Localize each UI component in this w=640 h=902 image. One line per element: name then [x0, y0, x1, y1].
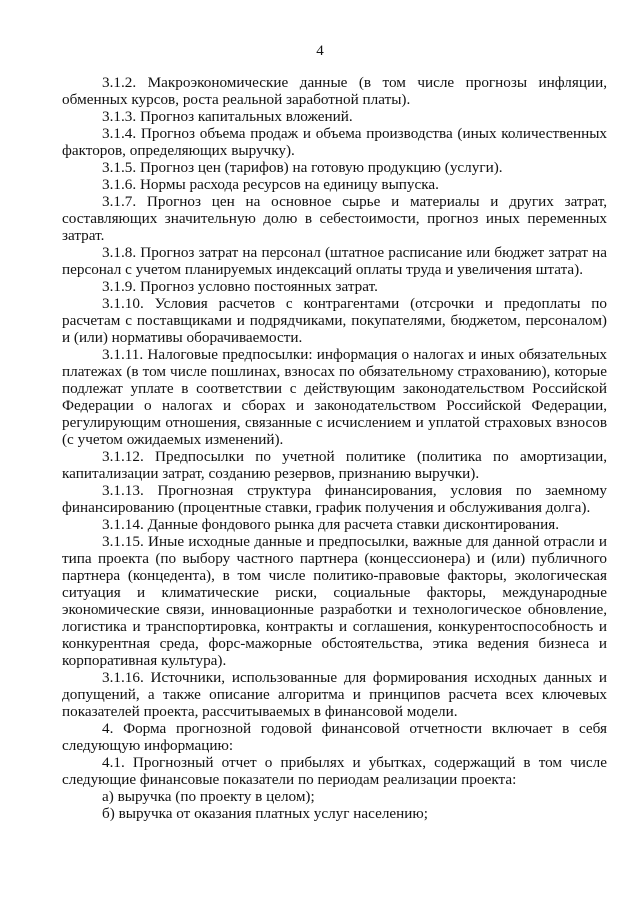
document-body	[62, 74, 607, 822]
paragraph-3-1-12: 3.1.12. Предпосылки по учетной политике (политика по амортизации, капитализации затрат, созданию резервов, признанию выручки).	[62, 448, 607, 482]
paragraph-3-1-7: 3.1.7. Прогноз цен на основное сырье и материалы и других затрат, составляющих значительную долю в себестоимости, прогноз иных переменных затрат.	[62, 193, 607, 244]
paragraph-3-1-5: 3.1.5. Прогноз цен (тарифов) на готовую продукцию (услуги).	[102, 159, 503, 176]
paragraph-3-1-11: 3.1.11. Налоговые предпосылки: информация о налогах и иных обязательных платежах (в том числе пошлинах, взносах по обязательному страхованию), которые подлежат уплате в соответствии с действующим законодательством Российской Федерации о налогах и сборах и законодательством Российской Федерации, регулирующим отношения, связанные с исчислением и уплатой страховых взносов (с учетом ожидаемых изменений).	[62, 346, 607, 448]
paragraph-3-1-6: 3.1.6. Нормы расхода ресурсов на единицу выпуска.	[102, 176, 439, 193]
page-number: 4	[316, 43, 324, 59]
paragraph-4-1: 4.1. Прогнозный отчет о прибылях и убытках, содержащий в том числе следующие финансовые показатели по периодам реализации проекта:	[62, 754, 607, 788]
paragraph-3-1-15: 3.1.15. Иные исходные данные и предпосылки, важные для данной отрасли и типа проекта (по выбору частного партнера (концессионера) и (или) публичного партнера (концедента), в том числе политико-правовые факторы, экологическая ситуация и климатические риски, социальные факторы, международные экономические связи, инновационные разработки и технологическое обновление, логистика и транспортировка, контракты и соглашения, конкурентоспособность и конкурентная среда, форс-мажорные обстоятельства, этика ведения бизнеса и корпоративная культура).	[62, 533, 607, 669]
paragraph-3-1-8: 3.1.8. Прогноз затрат на персонал (штатное расписание или бюджет затрат на персонал с учетом планируемых индексаций оплаты труда и увеличения штата).	[62, 244, 607, 278]
paragraph-3-1-9: 3.1.9. Прогноз условно постоянных затрат.	[102, 278, 378, 295]
paragraph-3-1-2: 3.1.2. Макроэкономические данные (в том числе прогнозы инфляции, обменных курсов, роста реальной заработной платы).	[62, 74, 607, 108]
paragraph-3-1-4: 3.1.4. Прогноз объема продаж и объема производства (иных количественных факторов, определяющих выручку).	[62, 125, 607, 159]
paragraph-3-1-10: 3.1.10. Условия расчетов с контрагентами (отсрочки и предоплаты по расчетам с поставщиками и подрядчиками, покупателями, бюджетом, персоналом) и (или) нормативы оборачиваемости.	[62, 295, 607, 346]
paragraph-3-1-3: 3.1.3. Прогноз капитальных вложений.	[102, 108, 353, 125]
paragraph-3-1-14: 3.1.14. Данные фондового рынка для расчета ставки дисконтирования.	[102, 516, 560, 533]
list-item-a: а) выручка (по проекту в целом);	[102, 788, 315, 805]
paragraph-4: 4. Форма прогнозной годовой финансовой отчетности включает в себя следующую информацию:	[62, 720, 607, 754]
paragraph-3-1-13: 3.1.13. Прогнозная структура финансирования, условия по заемному финансированию (процентные ставки, график получения и обслуживания долга).	[62, 482, 607, 516]
paragraph-3-1-16: 3.1.16. Источники, использованные для формирования исходных данных и допущений, а также описание алгоритма и принципов расчета всех ключевых показателей проекта, рассчитываемых в финансовой модели.	[62, 669, 607, 720]
list-item-b: б) выручка от оказания платных услуг населению;	[102, 805, 428, 822]
